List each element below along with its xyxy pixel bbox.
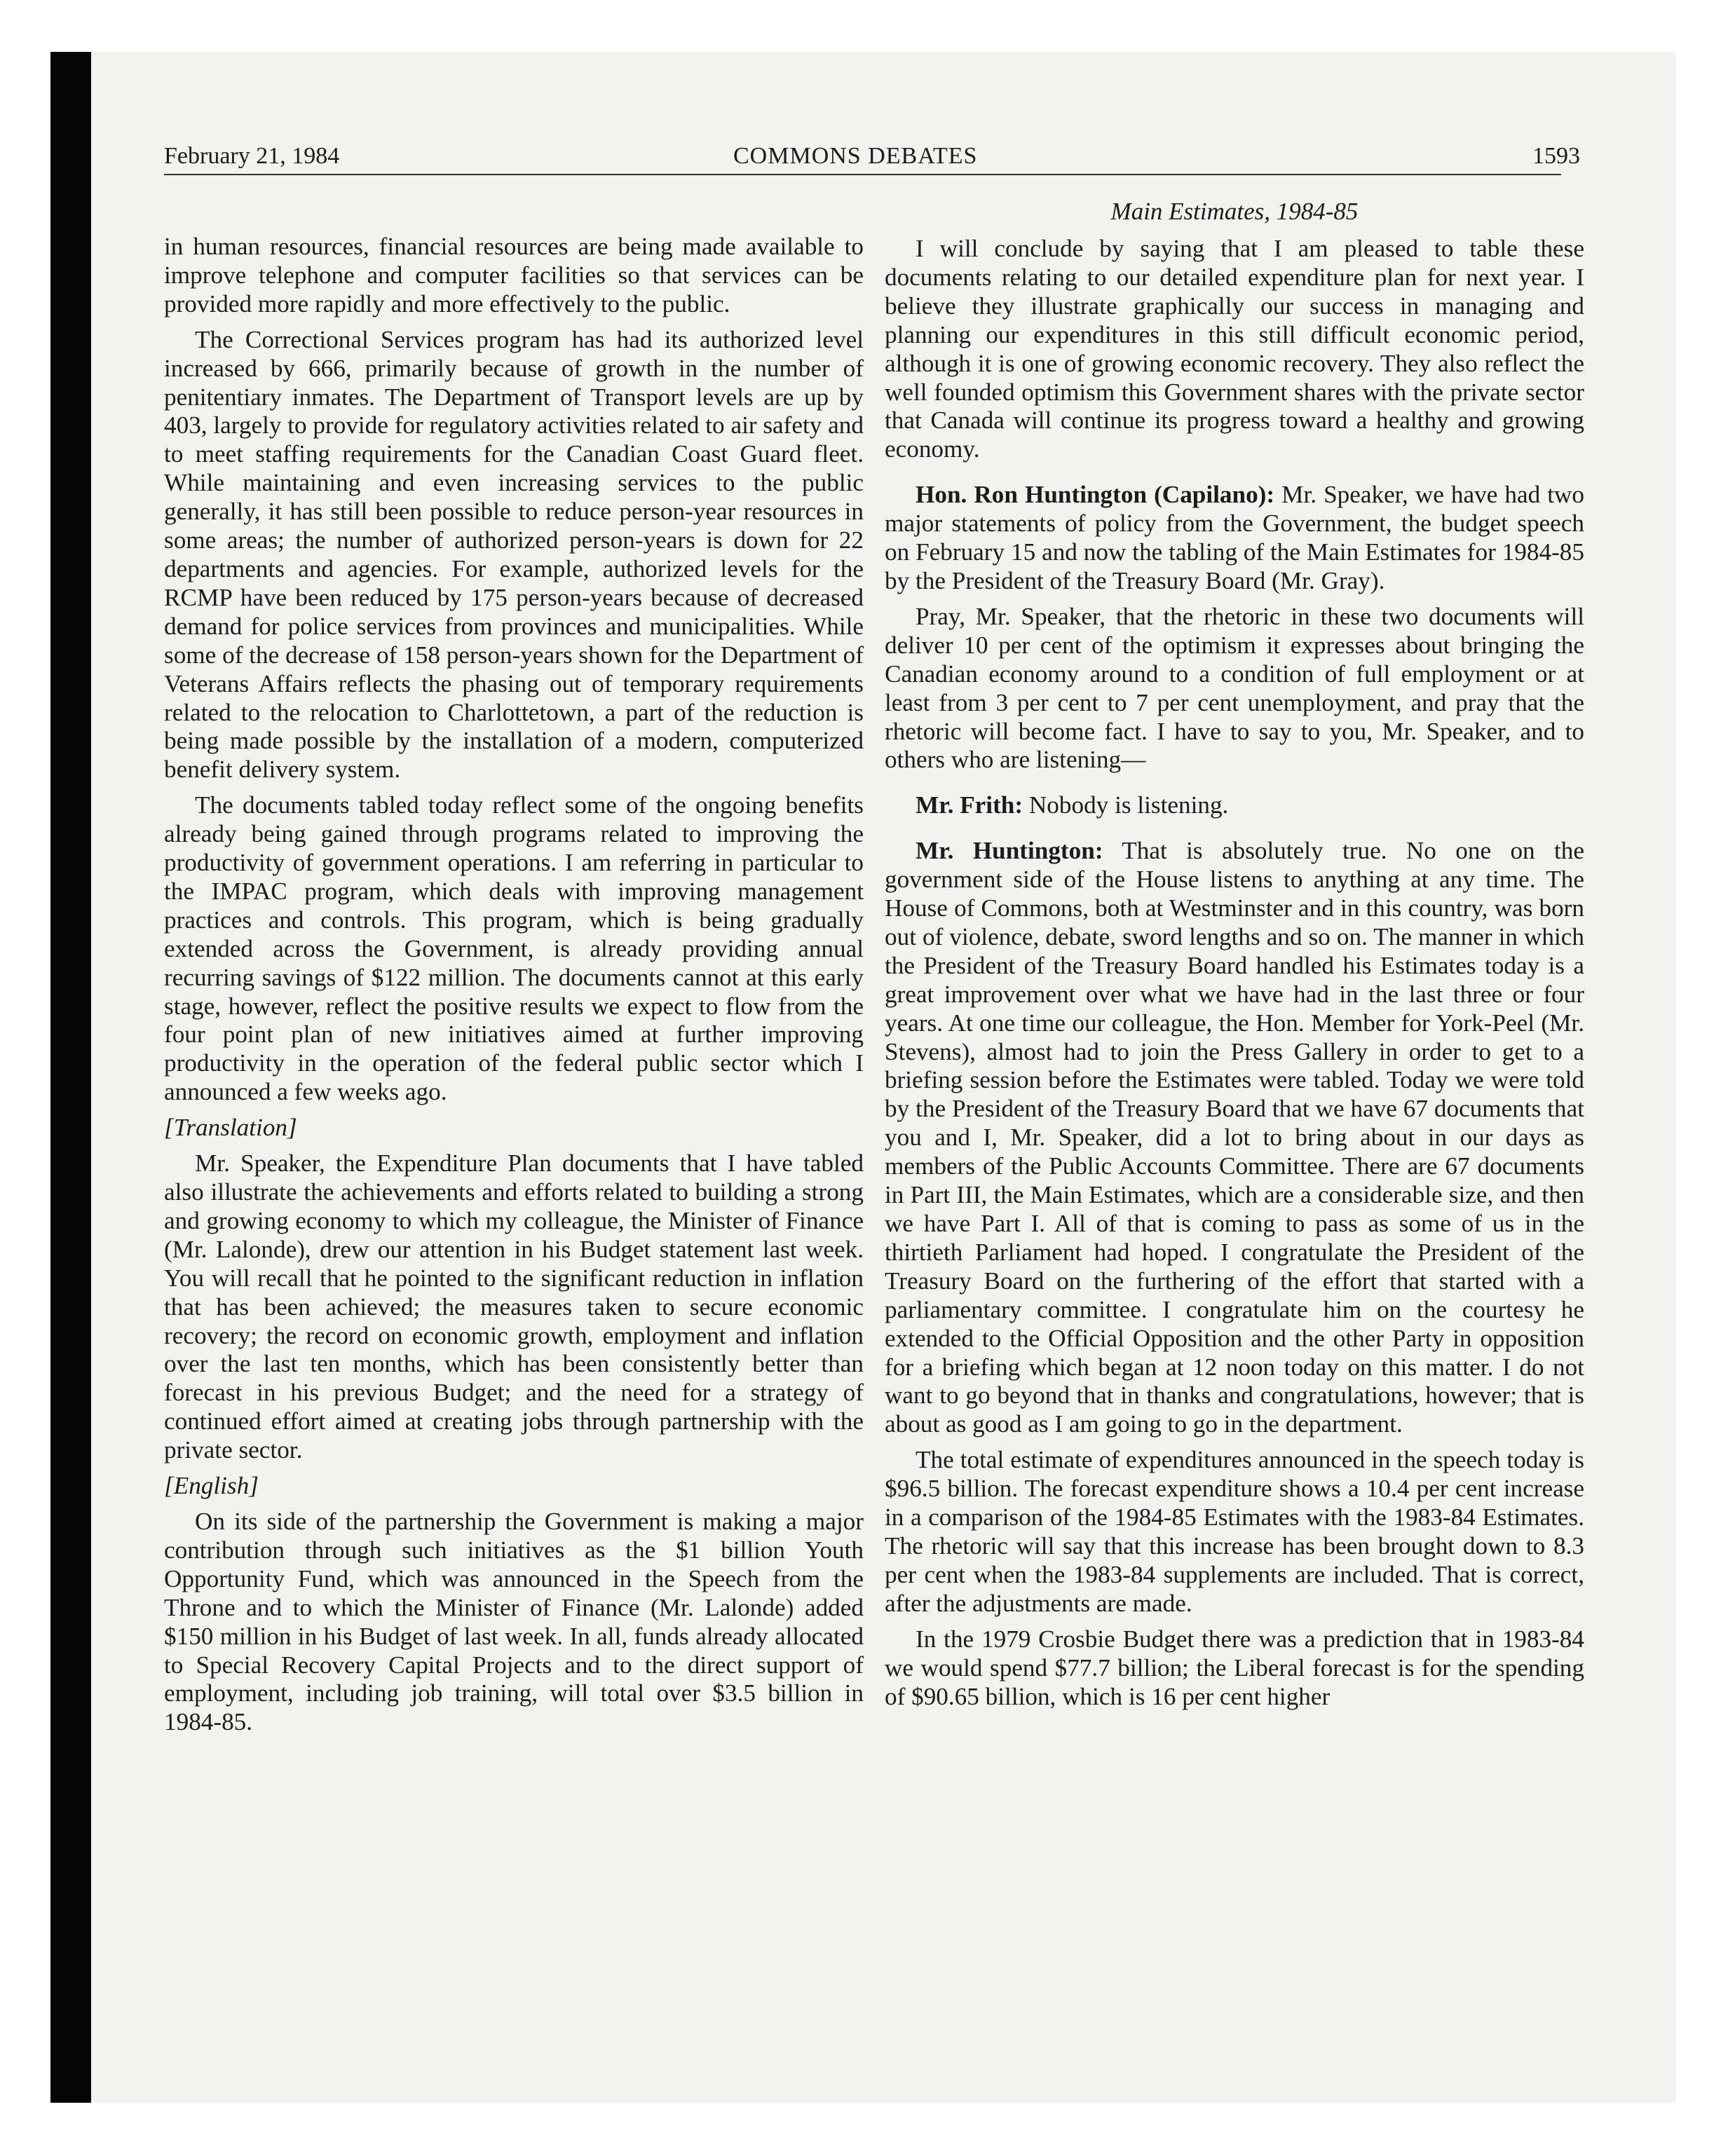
speaker-name: Mr. Huntington:: [916, 837, 1103, 865]
speech-text: Mr. Speaker, we have had two major statements of policy from the Government, the budget speech on February 15 and now the tabling of the Main Estimates for 1984-85 by the President of the Treasury Board (Mr. Gray).: [885, 481, 1584, 594]
header-page-number: 1593: [1532, 143, 1580, 169]
paragraph: The total estimate of expenditures announced in the speech today is $96.5 billion. The forecast expenditure shows a 10.4 per cent increase in a comparison of the 1984-85 Estimates with the 1983-84 Estimates. The rhetoric will say that this increase has been brought down to 8.3 per cent when the 1983-84 supplements are included. That is correct, after the adjustments are made.: [885, 1446, 1584, 1617]
paragraph: I will conclude by saying that I am pleased to table these documents relating to our detailed expenditure plan for next year. I believe they illustrate graphically our success in managing and planning our expenditures in this still difficult economic period, although it is one of growing economic recovery. They also reflect the well founded optimism this Government shares with the private sector that Canada will continue its progress toward a healthy and growing economy.: [885, 235, 1584, 463]
paragraph: In the 1979 Crosbie Budget there was a prediction that in 1983-84 we would spend $77.7 billion; the Liberal forecast is for the spending of $90.65 billion, which is 16 per cent higher: [885, 1625, 1584, 1710]
right-column: [885, 235, 1584, 1711]
scan-edge-bar: [50, 52, 91, 2103]
speech-text: That is absolutely true. No one on the government side of the House listens to anything at any time. The House of Commons, both at Westminster and in this country, was born out of violence, debate, sword lengths and so on. The manner in which the President of the Treasury Board handled his Estimates today is a great improvement over what we have had in the last three or four years. At one time our colleague, the Hon. Member for York-Peel (Mr. Stevens), almost had to join the Press Gallery in order to get to a briefing session before the Estimates were tabled. Today we were told by the President of the Treasury Board that we have 67 documents that you and I, Mr. Speaker, did a lot to bring about in our days as members of the Public Accounts Committee. There are 67 documents in Part III, the Main Estimates, which are a considerable size, and then we have Part I. All of that is coming to pass as some of us in the thirtieth Parliament had hoped. I congratulate the President of the Treasury Board on the furthering of the effort that started with a parliamentary committee. I congratulate him on the courtesy he extended to the Official Opposition and the other Party in opposition for a briefing which began at 12 noon today on this matter. I do not want to go beyond that in thanks and congratulations, however; that is about as good as I am going to go in the department.: [885, 837, 1584, 1438]
paragraph: Mr. Speaker, the Expenditure Plan documents that I have tabled also illustrate the achievements and efforts related to building a strong and growing economy to which my colleague, the Minister of Finance (Mr. Lalonde), drew our attention in his Budget statement last week. You will recall that he pointed to the significant reduction in inflation that has been achieved; the measures taken to secure economic recovery; the record on economic growth, employment and inflation over the last ten months, which has been consistently better than forecast in his previous Budget; and the need for a strategy of continued effort aimed at creating jobs through partnership with the private sector.: [164, 1149, 864, 1464]
header-title: COMMONS DEBATES: [733, 143, 978, 169]
speech-paragraph: [885, 837, 1584, 1439]
paragraph: The Correctional Services program has had its authorized level increased by 666, primarily because of growth in the number of penitentiary inmates. The Department of Transport levels are up by 403, largely to provide for regulatory activities related to air safety and to meet staffing requirements for the Canadian Coast Guard fleet. While maintaining and even increasing services to the public generally, it has still been possible to reduce person-year resources in some areas; the number of authorized person-years is down for 22 departments and agencies. For example, authorized levels for the RCMP have been reduced by 175 person-years because of decreased demand for police services from provinces and municipalities. While some of the decrease of 158 person-years shown for the Department of Veterans Affairs reflects the phasing out of temporary requirements related to the relocation to Charlottetown, a part of the reduction is being made possible by the installation of a modern, computerized benefit delivery system.: [164, 325, 864, 784]
paragraph: On its side of the partnership the Government is making a major contribution through such initiatives as the $1 billion Youth Opportunity Fund, which was announced in the Speech from the Throne and to which the Minister of Finance (Mr. Lalonde) added $150 million in his Budget of last week. In all, funds already allocated to Special Recovery Capital Projects and to the direct support of employment, including job training, will total over $3.5 billion in 1984-85.: [164, 1507, 864, 1736]
english-marker: [English]: [164, 1472, 259, 1500]
header-rule: [164, 174, 1561, 175]
paragraph: Pray, Mr. Speaker, that the rhetoric in these two documents will deliver 10 per cent of the optimism it expresses about bringing the Canadian economy around to a condition of full employment or at least from 3 per cent to 7 per cent unemployment, and pray that the rhetoric will become fact. I have to say to you, Mr. Speaker, and to others who are listening—: [885, 602, 1584, 774]
paragraph: in human resources, financial resources are being made available to improve telephone and computer facilities so that services can be provided more rapidly and more effectively to the public.: [164, 233, 864, 318]
speech-paragraph: [885, 481, 1584, 596]
speaker-name: Mr. Frith:: [916, 791, 1023, 819]
left-column: [164, 233, 864, 1737]
speech-text: Nobody is listening.: [1028, 791, 1229, 819]
header-date: February 21, 1984: [164, 143, 340, 169]
speaker-name: Hon. Ron Huntington (Capilano):: [916, 481, 1275, 509]
running-head: Main Estimates, 1984-85: [1110, 198, 1359, 225]
speech-paragraph: [885, 791, 1584, 820]
translation-marker: [Translation]: [164, 1114, 297, 1142]
paragraph: The documents tabled today reflect some of the ongoing benefits already being gained through programs related to improving the productivity of government operations. I am referring in particular to the IMPAC program, which deals with improving management practices and controls. This program, which is being gradually extended across the Government, is already providing annual recurring savings of $122 million. The documents cannot at this early stage, however, reflect the positive results we expect to flow from the four point plan of new initiatives aimed at further improving productivity in the operation of the federal public sector which I announced a few weeks ago.: [164, 791, 864, 1106]
